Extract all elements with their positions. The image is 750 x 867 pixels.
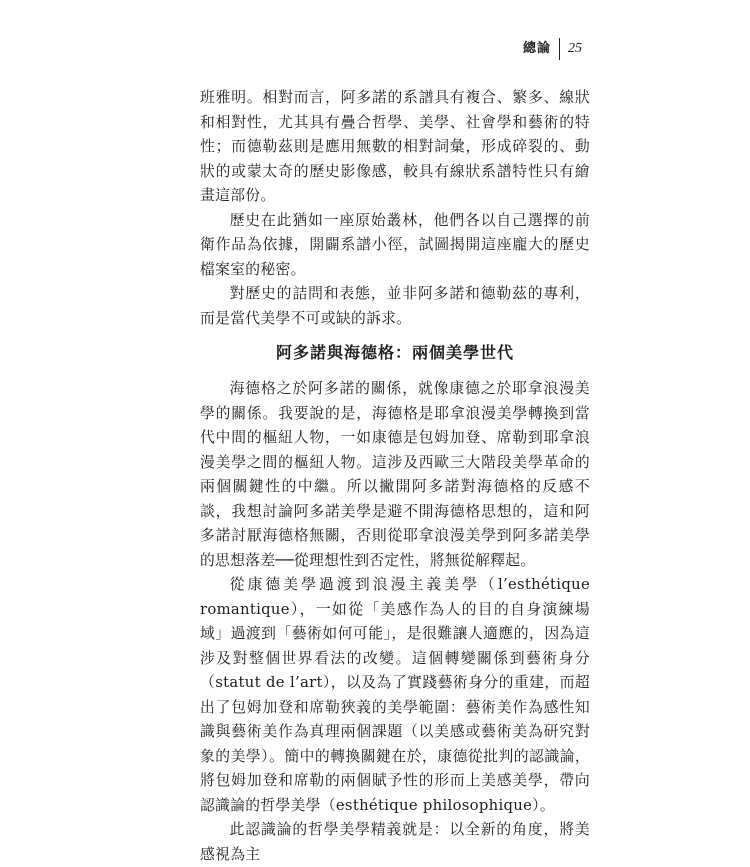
paragraph: 歷史在此猶如一座原始叢林，他們各以自己選擇的前衛作品為依據，開闢系譜小徑，試圖揭開這座龐大的歷史檔案室的秘密。	[200, 211, 590, 278]
section-heading: 阿多諾與海德格：兩個美學世代	[275, 343, 514, 362]
paragraph: 此認識論的哲學美學精義就是：以全新的角度，將美感視為主	[200, 821, 590, 863]
paragraph: 班雅明。相對而言，阿多諾的系譜具有複合、繁多、線狀和相對性，尤其具有疊合哲學、美學、社會學和藝術的特性；而德勒茲則是應用無數的相對詞彙，形成碎裂的、動狀的或蒙太奇的歷史影像感，較具有線狀系譜特性只有繪畫這部份。	[200, 89, 590, 204]
header-divider	[559, 38, 560, 60]
chapter-title: 總論	[522, 41, 551, 56]
running-head	[523, 38, 582, 60]
paragraph: 從康德美學過渡到浪漫主義美學（l’esthétique romantique），一如從「美感作為人的目的自身演練場域」過渡到「藝術如何可能」，是很難讓人適應的，因為這涉及對整個世界看法的改變。這個轉變關係到藝術身分（statut de l’art），以及為了實踐藝術身分的重建，而超出了包姆加登和席勒狹義的美學範圍：藝術美作為感性知識與藝術美作為真理兩個課題（以美感或藝術美為研究對象的美學）。簡中的轉換關鍵在於，康德從批判的認識論，將包姆加登和席勒的兩個賦予性的形而上美感美學，帶向認識論的哲學美學（esthétique philosophique）。	[200, 576, 590, 814]
paragraph: 對歷史的詰問和表態，並非阿多諾和德勒茲的專利，而是當代美學不可或缺的訴求。	[200, 285, 590, 327]
paragraph: 海德格之於阿多諾的關係，就像康德之於耶拿浪漫美學的關係。我要說的是，海德格是耶拿浪漫美學轉換到當代中間的樞紐人物，一如康德是包姆加登、席勒到耶拿浪漫美學之間的樞紐人物。這涉及西歐三大階段美學革命的兩個關鍵性的中繼。所以撇開阿多諾對海德格的反感不談，我想討論阿多諾美學是避不開海德格思想的，這和阿多諾討厭海德格無關，否則從耶拿浪漫美學到阿多諾美學的思想落差──從理想性到否定性，將無從解釋起。	[200, 380, 590, 569]
page-number: 25	[568, 41, 582, 56]
